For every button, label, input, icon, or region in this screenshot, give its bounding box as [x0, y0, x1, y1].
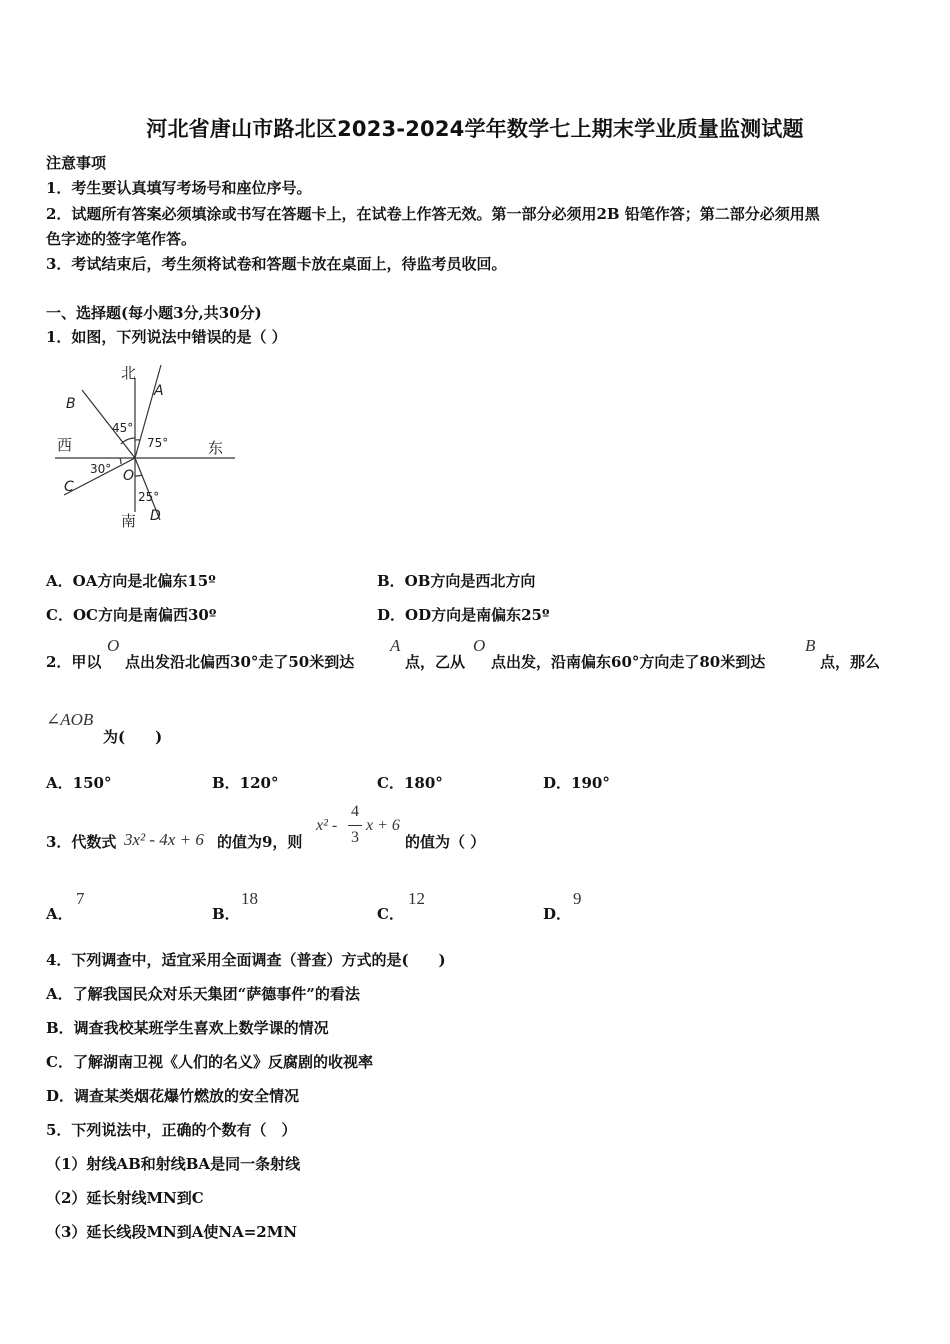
- q3-fraction-denominator: 3: [351, 829, 359, 846]
- q4-option-d: D．调查某类烟花爆竹燃放的安全情况: [46, 1087, 300, 1105]
- label-south: 南: [121, 512, 137, 530]
- section-heading: 一、选择题(每小题3分,共30分): [46, 304, 262, 322]
- q2-point-a: A: [390, 636, 401, 655]
- label-point-a: A: [154, 383, 164, 399]
- q3-expression-2-part: x + 6: [366, 817, 400, 834]
- note-item: 2．试题所有答案必须填涂或书写在答题卡上，在试卷上作答无效。第一部分必须用2B 铅笔作答；第二部分必须用黑: [46, 205, 820, 223]
- label-point-b: B: [66, 396, 76, 412]
- q5-statement: （3）延长线段MN到A使NA=2MN: [46, 1223, 298, 1241]
- q2-point-b: B: [805, 636, 816, 655]
- q2-point-o: O: [473, 636, 486, 655]
- q5-stem: 5．下列说法中，正确的个数有（ ）: [46, 1121, 297, 1139]
- q4-stem: 4．下列调查中，适宜采用全面调查（普查）方式的是( ): [46, 951, 446, 969]
- arc-25: [135, 475, 142, 476]
- label-north: 北: [121, 364, 137, 382]
- q3-option-a-value: 7: [76, 889, 85, 908]
- q5-statement: （2）延长射线MN到C: [46, 1189, 204, 1207]
- q2-option-c: C．180°: [377, 774, 443, 792]
- q1-option-c: C．OC方向是南偏西30º: [46, 606, 217, 624]
- q3-expression-1: 3x² - 4x + 6: [124, 830, 204, 849]
- q3-stem-part: 的值为（ ）: [405, 833, 486, 851]
- q1-option-b: B．OB方向是西北方向: [377, 572, 536, 590]
- q2-option-b: B．120°: [212, 774, 279, 792]
- q3-option-b: B．: [212, 905, 240, 923]
- note-item: 色字迹的签字笔作答。: [46, 230, 197, 248]
- q3-option-a: A．: [46, 905, 73, 923]
- q2-stem-tail: 为( ): [103, 728, 163, 746]
- q2-option-a: A．150°: [46, 774, 112, 792]
- q3-stem-part: 3．代数式: [46, 833, 117, 851]
- q1-option-a: A．OA方向是北偏东15º: [46, 572, 216, 590]
- notes-heading: 注意事项: [46, 154, 107, 172]
- label-angle-25: 25°: [138, 490, 160, 504]
- q3-option-d-value: 9: [573, 889, 582, 908]
- q2-point-o: O: [107, 636, 120, 655]
- q2-stem-part: 点出发，沿南偏东60°方向走了80米到达: [491, 653, 766, 671]
- q1-stem: 1．如图，下列说法中错误的是（ ）: [46, 328, 287, 346]
- q4-option-b: B．调查我校某班学生喜欢上数学课的情况: [46, 1019, 329, 1037]
- page-title: 河北省唐山市路北区2023-2024学年数学七上期末学业质量监测试题: [146, 117, 804, 141]
- q3-option-b-value: 18: [241, 889, 258, 908]
- q3-stem-part: 的值为9，则: [217, 833, 303, 851]
- q3-option-c: C．: [377, 905, 404, 923]
- label-point-d: D: [150, 508, 161, 524]
- label-point-o: O: [123, 468, 135, 484]
- q2-stem-part: 点，乙从: [405, 653, 466, 671]
- label-angle-45: 45°: [112, 421, 134, 435]
- label-angle-75: 75°: [147, 436, 169, 450]
- q2-stem-part: 2．甲以: [46, 653, 102, 671]
- q3-fraction-bar: [348, 825, 362, 826]
- q4-option-c: C．了解湖南卫视《人们的名义》反腐剧的收视率: [46, 1053, 373, 1071]
- q2-stem-part: 点，那么: [820, 653, 881, 671]
- q3-expression-2-part: x² -: [316, 817, 338, 834]
- q2-angle-aob: ∠AOB: [46, 710, 94, 729]
- label-west: 西: [57, 436, 73, 454]
- q1-direction-figure: [50, 360, 240, 535]
- label-angle-30: 30°: [90, 462, 112, 476]
- q1-option-d: D．OD方向是南偏东25º: [377, 606, 550, 624]
- q3-option-d: D．: [543, 905, 572, 923]
- arc-30: [120, 458, 121, 464]
- label-point-c: C: [64, 479, 74, 495]
- q3-fraction-numerator: 4: [351, 803, 359, 820]
- q4-option-a: A．了解我国民众对乐天集团“萨德事件”的看法: [46, 985, 360, 1003]
- note-item: 1．考生要认真填写考场号和座位序号。: [46, 179, 312, 197]
- q2-option-d: D．190°: [543, 774, 610, 792]
- note-item: 3．考试结束后，考生须将试卷和答题卡放在桌面上，待监考员收回。: [46, 255, 507, 273]
- label-east: 东: [208, 439, 224, 457]
- q3-option-c-value: 12: [408, 889, 425, 908]
- q2-stem-part: 点出发沿北偏西30°走了50米到达: [125, 653, 355, 671]
- q5-statement: （1）射线AB和射线BA是同一条射线: [46, 1155, 301, 1173]
